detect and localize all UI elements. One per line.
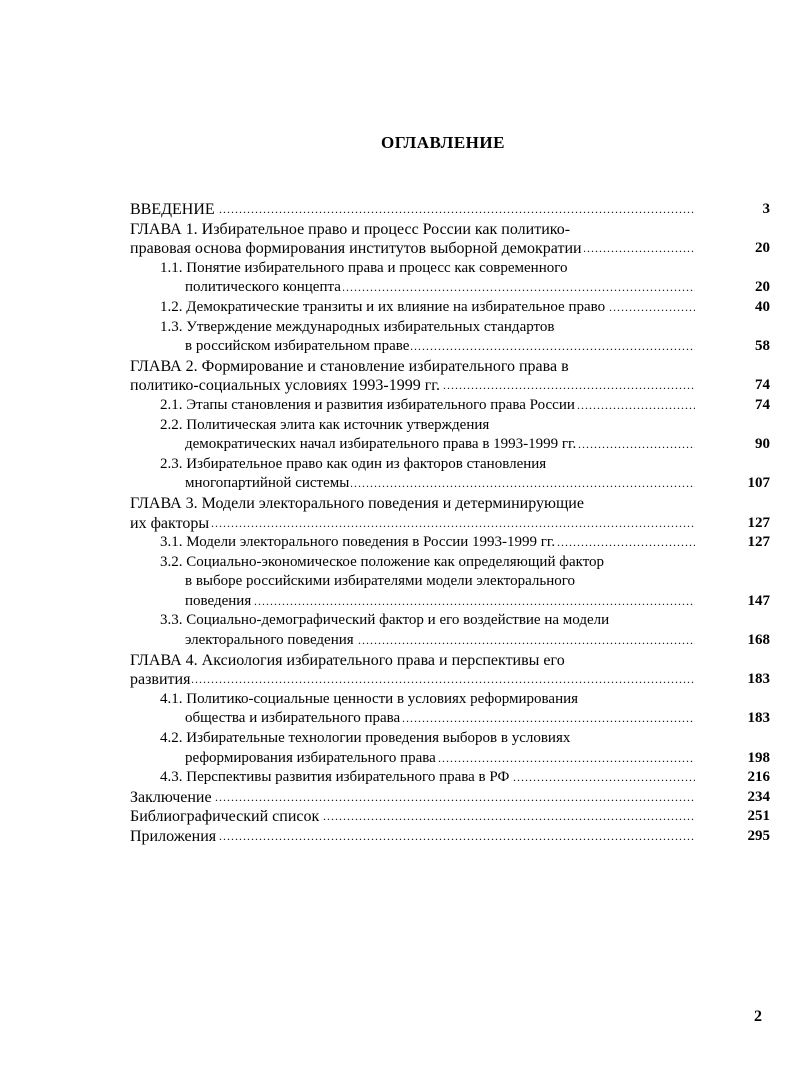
toc-chapter-line	[130, 220, 770, 240]
toc-chapter-line	[130, 200, 770, 220]
toc-chapter-line	[130, 239, 770, 259]
toc-page-number: 127	[730, 514, 770, 534]
toc-page-number: 74	[730, 376, 770, 396]
toc-entry-text: 4.3. Перспективы развития избирательного права в РФ	[160, 768, 511, 788]
page-title: ОГЛАВЛЕНИЕ	[381, 133, 505, 152]
toc-entry-text: ВВЕДЕНИЕ	[130, 201, 215, 218]
toc-entry-text: демократических начал избирательного права в 1993-1999 гг.	[185, 435, 578, 455]
toc-entry-text: 3.1. Модели электорального поведения в России 1993-1999 гг.	[160, 533, 557, 553]
toc-entry-text: их факторы	[130, 514, 210, 532]
toc-page-number: 3	[730, 200, 770, 220]
toc-entry-text: 1.3. Утверждение международных избирательных стандартов	[160, 318, 556, 338]
toc-page-number: 40	[730, 298, 770, 318]
toc-chapter-line	[130, 807, 770, 827]
toc-page-number: 147	[730, 592, 770, 612]
toc-page-number: 20	[730, 239, 770, 259]
toc-entry-text: политического концепта	[185, 278, 343, 298]
toc-page-number: 107	[730, 474, 770, 494]
toc-section-line	[130, 592, 770, 612]
toc-section-line	[130, 631, 770, 651]
toc-section-line	[130, 749, 770, 769]
toc-entry-text: 1.2. Демократические транзиты и их влияние на избирательное право	[160, 298, 607, 318]
toc-chapter-line	[130, 651, 770, 671]
toc-entry-text: ГЛАВА 3. Модели электорального поведения и детерминирующие	[130, 494, 584, 512]
toc-entry-text: поведения	[185, 592, 253, 612]
toc-entry-text: 2.2. Политическая элита как источник утверждения	[160, 416, 491, 436]
toc-entry-text: 3.3. Социально-демографический фактор и его воздействие на модели	[160, 611, 611, 631]
toc-chapter-line	[130, 376, 770, 396]
toc-section-line	[130, 416, 770, 436]
toc-chapter-line	[130, 514, 770, 534]
toc-section-line	[130, 474, 770, 494]
toc-entry-text: развития	[130, 671, 191, 689]
toc-page-number: 183	[730, 709, 770, 729]
toc-entry-text: 2.1. Этапы становления и развития избирательного права России	[160, 396, 577, 416]
dot-leader	[130, 514, 695, 534]
dot-leader	[185, 592, 695, 612]
toc-chapter-line	[130, 357, 770, 377]
toc-section-line	[130, 298, 770, 318]
toc-entry-text: 1.1. Понятие избирательного права и процесс как современного	[160, 259, 570, 279]
toc-entry-text: ГЛАВА 4. Аксиология избирательного права и перспективы его	[130, 651, 565, 669]
toc-section-line	[130, 533, 770, 553]
toc-page-number: 74	[730, 396, 770, 416]
toc-entry-text: ГЛАВА 2. Формирование и становление избирательного права в	[130, 357, 569, 375]
toc-entry-text: ГЛАВА 1. Избирательное право и процесс России как политико-	[130, 220, 571, 238]
toc-chapter-line	[130, 788, 770, 808]
toc-entry-text: Библиографический список	[130, 808, 320, 826]
toc-page-number: 183	[730, 670, 770, 690]
page-number: 2	[754, 1008, 762, 1025]
toc-entry-text: в российском избирательном праве	[185, 337, 411, 357]
toc-page-number: 127	[730, 533, 770, 553]
toc-page-number: 251	[730, 807, 770, 827]
toc-entry-text: Заключение	[130, 788, 212, 806]
toc-entry-text: общества и избирательного права	[185, 709, 402, 729]
toc-entry-text: политико-социальных условиях 1993-1999 гг.	[130, 377, 441, 395]
toc-page-number: 295	[730, 827, 770, 847]
toc-section-line	[130, 337, 770, 357]
toc-page-number: 20	[730, 278, 770, 298]
toc-entry-text: 3.2. Социально-экономическое положение как определяющий фактор	[160, 553, 606, 573]
toc-entry-text: 4.1. Политико-социальные ценности в условиях реформирования	[160, 690, 580, 710]
toc-entry-text: 4.2. Избирательные технологии проведения выборов в условиях	[160, 729, 572, 749]
toc-section-line	[130, 768, 770, 788]
toc-section-line	[130, 572, 770, 592]
toc-page-number: 234	[730, 788, 770, 808]
toc-section-line	[130, 259, 770, 279]
toc-chapter-line	[130, 670, 770, 690]
toc-section-line	[130, 435, 770, 455]
toc-page-number: 198	[730, 749, 770, 769]
toc-chapter-line	[130, 827, 770, 847]
table-of-contents	[130, 200, 770, 847]
toc-section-line	[130, 611, 770, 631]
toc-page-number: 216	[730, 768, 770, 788]
toc-section-line	[130, 455, 770, 475]
dot-leader	[130, 788, 695, 808]
toc-page-number: 90	[730, 435, 770, 455]
toc-entry-text: многопартийной системы	[185, 474, 351, 494]
toc-page-number: 168	[730, 631, 770, 651]
toc-section-line	[130, 729, 770, 749]
toc-entry-text: Приложения	[130, 828, 217, 845]
toc-entry-text: в выборе российскими избирателями модели электорального	[185, 572, 577, 592]
toc-section-line	[130, 396, 770, 416]
toc-entry-text: электорального поведения	[185, 631, 356, 651]
toc-section-line	[130, 278, 770, 298]
toc-entry-text: правовая основа формирования институтов выборной демократии	[130, 240, 582, 258]
toc-section-line	[130, 318, 770, 338]
dot-leader	[130, 670, 695, 690]
toc-entry-text: 2.3. Избирательное право как один из факторов становления	[160, 455, 548, 475]
toc-entry-text: реформирования избирательного права	[185, 749, 438, 769]
toc-page-number: 58	[730, 337, 770, 357]
toc-section-line	[130, 690, 770, 710]
toc-section-line	[130, 709, 770, 729]
toc-section-line	[130, 553, 770, 573]
toc-chapter-line	[130, 494, 770, 514]
